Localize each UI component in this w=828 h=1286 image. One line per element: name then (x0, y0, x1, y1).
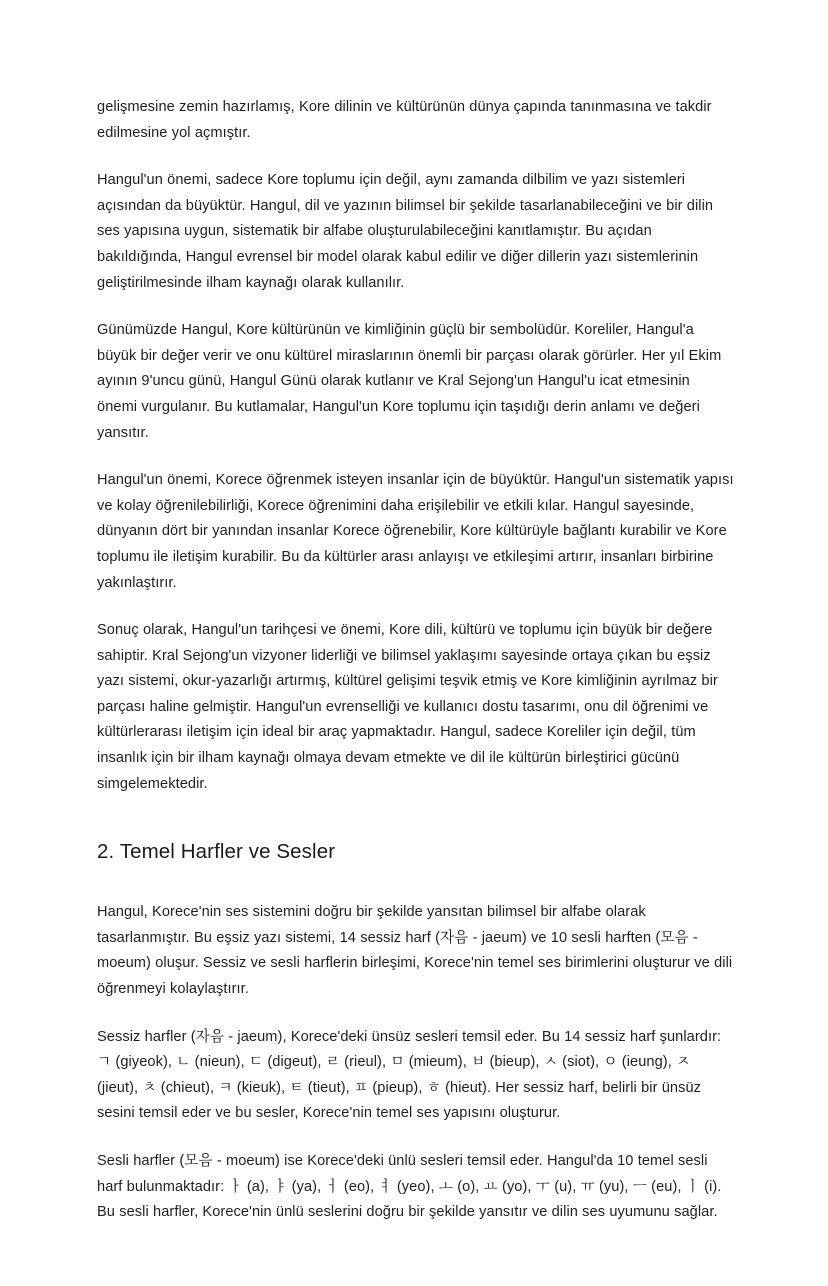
paragraph-hangul-significance: Hangul'un önemi, sadece Kore toplumu için değil, aynı zamanda dilbilim ve yazı sistemleri açısından da büyüktür. Hangul, dil ve yazının bilimsel bir şekilde tasarlanabileceğini ve bir dilin ses yapısına uygun, sistematik bir alfabe oluşturulabileceğini kanıtlamıştır. Bu açıdan bakıldığında, Hangul evrensel bir model olarak kabul edilir ve diğer dillerin yazı sistemlerinin geliştirilmesinde ilham kaynağı olarak kullanılır. (97, 172, 714, 291)
paragraph-hangul-day: Günümüzde Hangul, Kore kültürünün ve kimliğinin güçlü bir sembolüdür. Koreliler, Hangul'a büyük bir değer verir ve onu kültürel miraslarının önemli bir parçası olarak görürler. Her yıl Ekim ayının 9'uncu günü, Hangul Günü olarak kutlanır ve Kral Sejong'un Hangul'u icat etmesinin önemi vurgulanır. Bu kutlamalar, Hangul'un Kore toplumu için taşıdığı derin anlamı ve değeri yansıtır. (97, 322, 722, 441)
paragraph-consonants: Sessiz harfler (자음 - jaeum), Korece'deki ünsüz sesleri temsil eder. Bu 14 sessiz harf şunlardır: ㄱ (giyeok), ㄴ (nieun), ㄷ (digeut), ㄹ (rieul), ㅁ (mieum), ㅂ (bieup), ㅅ (siot), ㅇ (ieung), ㅈ (jieut), ㅊ (chieut), ㅋ (kieuk), ㅌ (tieut), ㅍ (pieup), ㅎ (hieut). Her sessiz harf, belirli bir ünsüz sesini temsil eder ve bu sesler, Korece'nin temel ses yapısını oluşturur. (97, 1028, 722, 1122)
paragraph-vowels: Sesli harfler (모음 - moeum) ise Korece'deki ünlü sesleri temsil eder. Hangul'da 10 temel sesli harf bulunmaktadır: ㅏ (a), ㅑ (ya), ㅓ (eo), ㅕ (yeo), ㅗ (o), ㅛ (yo), ㅜ (u), ㅠ (yu), ㅡ (eu), ㅣ (i). Bu sesli harfler, Korece'nin ünlü seslerini doğru bir şekilde yansıtır ve dilin ses uyumunu sağlar. (97, 1153, 722, 1221)
document-body (97, 95, 734, 1226)
paragraph-conclusion: Sonuç olarak, Hangul'un tarihçesi ve önemi, Kore dili, kültürü ve toplumu için büyük bir değere sahiptir. Kral Sejong'un vizyoner liderliği ve bilimsel yaklaşımı sayesinde ortaya çıkan bu eşsiz yazı sistemi, okur-yazarlığı artırmış, kültürel gelişimi teşvik etmiş ve Kore kimliğinin ayrılmaz bir parçası haline gelmiştir. Hangul'un evrenselliği ve kullanıcı dostu tasarımı, onu dil öğrenimi ve kültürlerarası iletişim için ideal bir araç yapmaktadır. Hangul, sadece Koreliler için değil, tüm insanlık için bir ilham kaynağı olmaya devam etmekte ve dil ile kültürün birleştirici gücünü simgelemektedir. (97, 622, 718, 792)
section-heading-block (97, 837, 734, 867)
paragraph-alphabet-overview: Hangul, Korece'nin ses sistemini doğru bir şekilde yansıtan bilimsel bir alfabe olarak tasarlanmıştır. Bu eşsiz yazı sistemi, 14 sessiz harf (자음 - jaeum) ve 10 sesli harften (모음 - moeum) oluşur. Sessiz ve sesli harflerin birleşimi, Korece'nin temel ses birimlerini oluşturur ve dili öğrenmeyi kolaylaştırır. (97, 904, 733, 998)
paragraph-learning-korean: Hangul'un önemi, Korece öğrenmek isteyen insanlar için de büyüktür. Hangul'un sistematik yapısı ve kolay öğrenilebilirliği, Korece öğrenimini daha erişilebilir ve etkili kılar. Hangul sayesinde, dünyanın dört bir yanından insanlar Korece öğrenebilir, Kore kültürüyle bağlantı kurabilir ve Kore toplumu ile iletişim kurabilir. Bu da kültürler arası anlayışı ve etkileşimi artırır, insanları birbirine yakınlaştırır. (97, 472, 734, 591)
paragraph-intro-continuation: gelişmesine zemin hazırlamış, Kore dilinin ve kültürünün dünya çapında tanınmasına ve takdir edilmesine yol açmıştır. (97, 99, 712, 141)
page-title: 2. Temel Harfler ve Sesler (97, 840, 336, 864)
